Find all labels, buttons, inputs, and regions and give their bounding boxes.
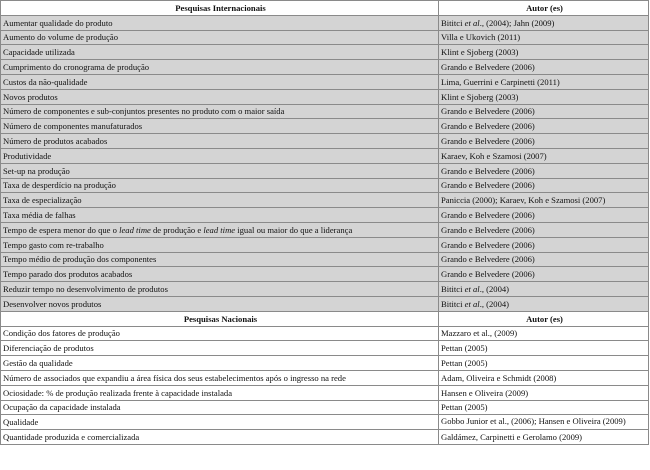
indicator-cell xyxy=(1,341,439,356)
cell-text: Grando e Belvedere (2006) xyxy=(441,62,535,73)
table-row xyxy=(1,252,649,267)
cell-text: Número de associados que expandiu a área física dos seus estabelecimentos após o ingresso na rede xyxy=(3,372,346,383)
author-cell xyxy=(439,400,649,415)
cell-text: Tempo médio de produção dos componentes xyxy=(3,254,157,265)
cell-text: Grando e Belvedere (2006) xyxy=(441,239,535,250)
cell-text: Grando e Belvedere (2006) xyxy=(441,106,535,117)
indicator-cell xyxy=(1,178,439,193)
table-row xyxy=(1,89,649,104)
indicator-cell xyxy=(1,193,439,208)
indicator-cell xyxy=(1,430,439,445)
cell-text: ., (2004) xyxy=(479,284,510,295)
table-row xyxy=(1,45,649,60)
table-row xyxy=(1,282,649,297)
cell-text: Grando e Belvedere (2006) xyxy=(441,269,535,280)
author-cell xyxy=(439,119,649,134)
table-row xyxy=(1,74,649,89)
table-row xyxy=(1,178,649,193)
indicator-cell xyxy=(1,282,439,297)
cell-text: Bititci xyxy=(441,284,465,295)
table-row xyxy=(1,134,649,149)
cell-text: Grando e Belvedere (2006) xyxy=(441,180,535,191)
cell-text: Qualidade xyxy=(3,417,39,428)
author-cell xyxy=(439,222,649,237)
indicator-cell xyxy=(1,326,439,341)
indicator-cell xyxy=(1,148,439,163)
table-row xyxy=(1,30,649,45)
italic-term: lead time xyxy=(203,224,236,235)
author-cell xyxy=(439,148,649,163)
table-row xyxy=(1,356,649,371)
table-row xyxy=(1,400,649,415)
indicator-cell xyxy=(1,89,439,104)
cell-text: Desenvolver novos produtos xyxy=(3,298,102,309)
national-header-author: Autor (es) xyxy=(439,311,649,326)
cell-text: Aumento do volume de produção xyxy=(3,32,119,43)
cell-text: Grando e Belvedere (2006) xyxy=(441,254,535,265)
cell-text: Adam, Oliveira e Schmidt (2008) xyxy=(441,372,557,383)
indicator-cell xyxy=(1,208,439,223)
cell-text: Karaev, Koh e Szamosi (2007) xyxy=(441,150,547,161)
cell-text: Klint e Sjoberg (2003) xyxy=(441,47,519,58)
cell-text: Ociosidade: % de produção realizada frente à capacidade instalada xyxy=(3,387,233,398)
cell-text: Tempo de espera menor do que o xyxy=(3,224,120,235)
national-header-row xyxy=(1,311,649,326)
indicator-cell xyxy=(1,356,439,371)
author-cell xyxy=(439,341,649,356)
author-cell xyxy=(439,356,649,371)
cell-text: ., (2004) xyxy=(479,298,510,309)
cell-text: Condição dos fatores de produção xyxy=(3,328,120,339)
indicator-cell xyxy=(1,30,439,45)
cell-text: Produtividade xyxy=(3,150,52,161)
cell-text: Número de produtos acabados xyxy=(3,136,108,147)
author-cell xyxy=(439,208,649,223)
cell-text: Taxa de desperdício na produção xyxy=(3,180,116,191)
author-cell xyxy=(439,30,649,45)
cell-text: Villa e Ukovich (2011) xyxy=(441,32,521,43)
international-header-row xyxy=(1,1,649,16)
author-cell xyxy=(439,415,649,430)
cell-text: Mazzaro et al., (2009) xyxy=(441,328,518,339)
national-header-title: Pesquisas Nacionais xyxy=(1,311,439,326)
author-cell xyxy=(439,89,649,104)
author-cell xyxy=(439,45,649,60)
table-row xyxy=(1,104,649,119)
table-row xyxy=(1,370,649,385)
indicator-cell xyxy=(1,370,439,385)
cell-text: Bititci xyxy=(441,298,465,309)
national-rows xyxy=(1,326,649,444)
cell-text: Set-up na produção xyxy=(3,165,70,176)
cell-text: Cumprimento do cronograma de produção xyxy=(3,62,150,73)
author-cell xyxy=(439,163,649,178)
table-row xyxy=(1,430,649,445)
cell-text: Tempo gasto com re-trabalho xyxy=(3,239,104,250)
indicator-cell xyxy=(1,45,439,60)
cell-text: Taxa média de falhas xyxy=(3,210,76,221)
indicator-cell xyxy=(1,415,439,430)
cell-text: Capacidade utilizada xyxy=(3,47,75,58)
cell-text: Grando e Belvedere (2006) xyxy=(441,210,535,221)
table-row xyxy=(1,119,649,134)
table-row xyxy=(1,267,649,282)
table-row xyxy=(1,326,649,341)
cell-text: Pettan (2005) xyxy=(441,402,488,413)
cell-text: Grando e Belvedere (2006) xyxy=(441,136,535,147)
indicator-cell xyxy=(1,134,439,149)
table-row xyxy=(1,296,649,311)
indicator-cell xyxy=(1,104,439,119)
table-row xyxy=(1,208,649,223)
cell-text: Pettan (2005) xyxy=(441,343,488,354)
cell-text: Quantidade produzida e comercializada xyxy=(3,432,140,442)
cell-text: Lima, Guerrini e Carpinetti (2011) xyxy=(441,76,560,87)
author-cell xyxy=(439,252,649,267)
author-cell xyxy=(439,15,649,30)
cell-text: Taxa de especialização xyxy=(3,195,82,206)
cell-text: de produção e xyxy=(150,224,204,235)
author-cell xyxy=(439,237,649,252)
table-row xyxy=(1,385,649,400)
cell-text: Número de componentes e sub-conjuntos presentes no produto com o maior saída xyxy=(3,106,285,117)
author-cell xyxy=(439,370,649,385)
table-row xyxy=(1,222,649,237)
cell-text: Reduzir tempo no desenvolvimento de produtos xyxy=(3,284,168,295)
italic-term: et al xyxy=(464,298,480,309)
author-cell xyxy=(439,134,649,149)
table-row xyxy=(1,60,649,75)
indicator-cell xyxy=(1,252,439,267)
author-cell xyxy=(439,385,649,400)
indicator-cell xyxy=(1,296,439,311)
author-cell xyxy=(439,296,649,311)
indicator-cell xyxy=(1,222,439,237)
cell-text: Klint e Sjoberg (2003) xyxy=(441,91,519,102)
cell-text: Pettan (2005) xyxy=(441,358,488,369)
cell-text: Gobbo Junior et al., (2006); Hansen e Oliveira (2009) xyxy=(441,416,626,427)
author-cell xyxy=(439,104,649,119)
author-cell xyxy=(439,282,649,297)
cell-text: Grando e Belvedere (2006) xyxy=(441,165,535,176)
international-header-title: Pesquisas Internacionais xyxy=(1,1,439,16)
cell-text: Hansen e Oliveira (2009) xyxy=(441,387,529,398)
cell-text: Bititci xyxy=(441,17,465,28)
indicator-cell xyxy=(1,15,439,30)
author-cell xyxy=(439,267,649,282)
author-cell xyxy=(439,60,649,75)
italic-term: lead time xyxy=(119,224,151,235)
table-row xyxy=(1,237,649,252)
cell-text: igual ou maior do que a liderança xyxy=(235,224,353,235)
cell-text: Grando e Belvedere (2006) xyxy=(441,121,535,132)
cell-text: Número de componentes manufaturados xyxy=(3,121,143,132)
indicator-cell xyxy=(1,385,439,400)
table-row xyxy=(1,15,649,30)
table-row xyxy=(1,341,649,356)
cell-text: Paniccia (2000); Karaev, Koh e Szamosi (2007) xyxy=(441,195,606,206)
indicator-cell xyxy=(1,60,439,75)
international-header-author: Autor (es) xyxy=(439,1,649,16)
cell-text: Diferenciação de produtos xyxy=(3,343,94,354)
author-cell xyxy=(439,430,649,445)
international-rows xyxy=(1,15,649,311)
indicator-cell xyxy=(1,237,439,252)
cell-text: Galdámez, Carpinetti e Gerolamo (2009) xyxy=(441,432,583,442)
indicator-cell xyxy=(1,163,439,178)
cell-text: Tempo parado dos produtos acabados xyxy=(3,269,133,280)
cell-text: ., (2004); Jahn (2009) xyxy=(479,17,555,28)
italic-term: et al xyxy=(464,284,480,295)
table-row xyxy=(1,193,649,208)
author-cell xyxy=(439,193,649,208)
indicator-cell xyxy=(1,119,439,134)
cell-text: Aumentar qualidade do produto xyxy=(3,17,113,28)
table-row xyxy=(1,415,649,430)
author-cell xyxy=(439,326,649,341)
table-row xyxy=(1,148,649,163)
cell-text: Ocupação da capacidade instalada xyxy=(3,402,121,413)
italic-term: et al xyxy=(464,17,480,28)
cell-text: Grando e Belvedere (2006) xyxy=(441,224,535,235)
indicator-cell xyxy=(1,74,439,89)
cell-text: Gestão da qualidade xyxy=(3,358,73,369)
table-row xyxy=(1,163,649,178)
author-cell xyxy=(439,178,649,193)
indicator-cell xyxy=(1,400,439,415)
indicator-cell xyxy=(1,267,439,282)
author-cell xyxy=(439,74,649,89)
cell-text: Custos da não-qualidade xyxy=(3,76,88,87)
cell-text: Novos produtos xyxy=(3,91,58,102)
